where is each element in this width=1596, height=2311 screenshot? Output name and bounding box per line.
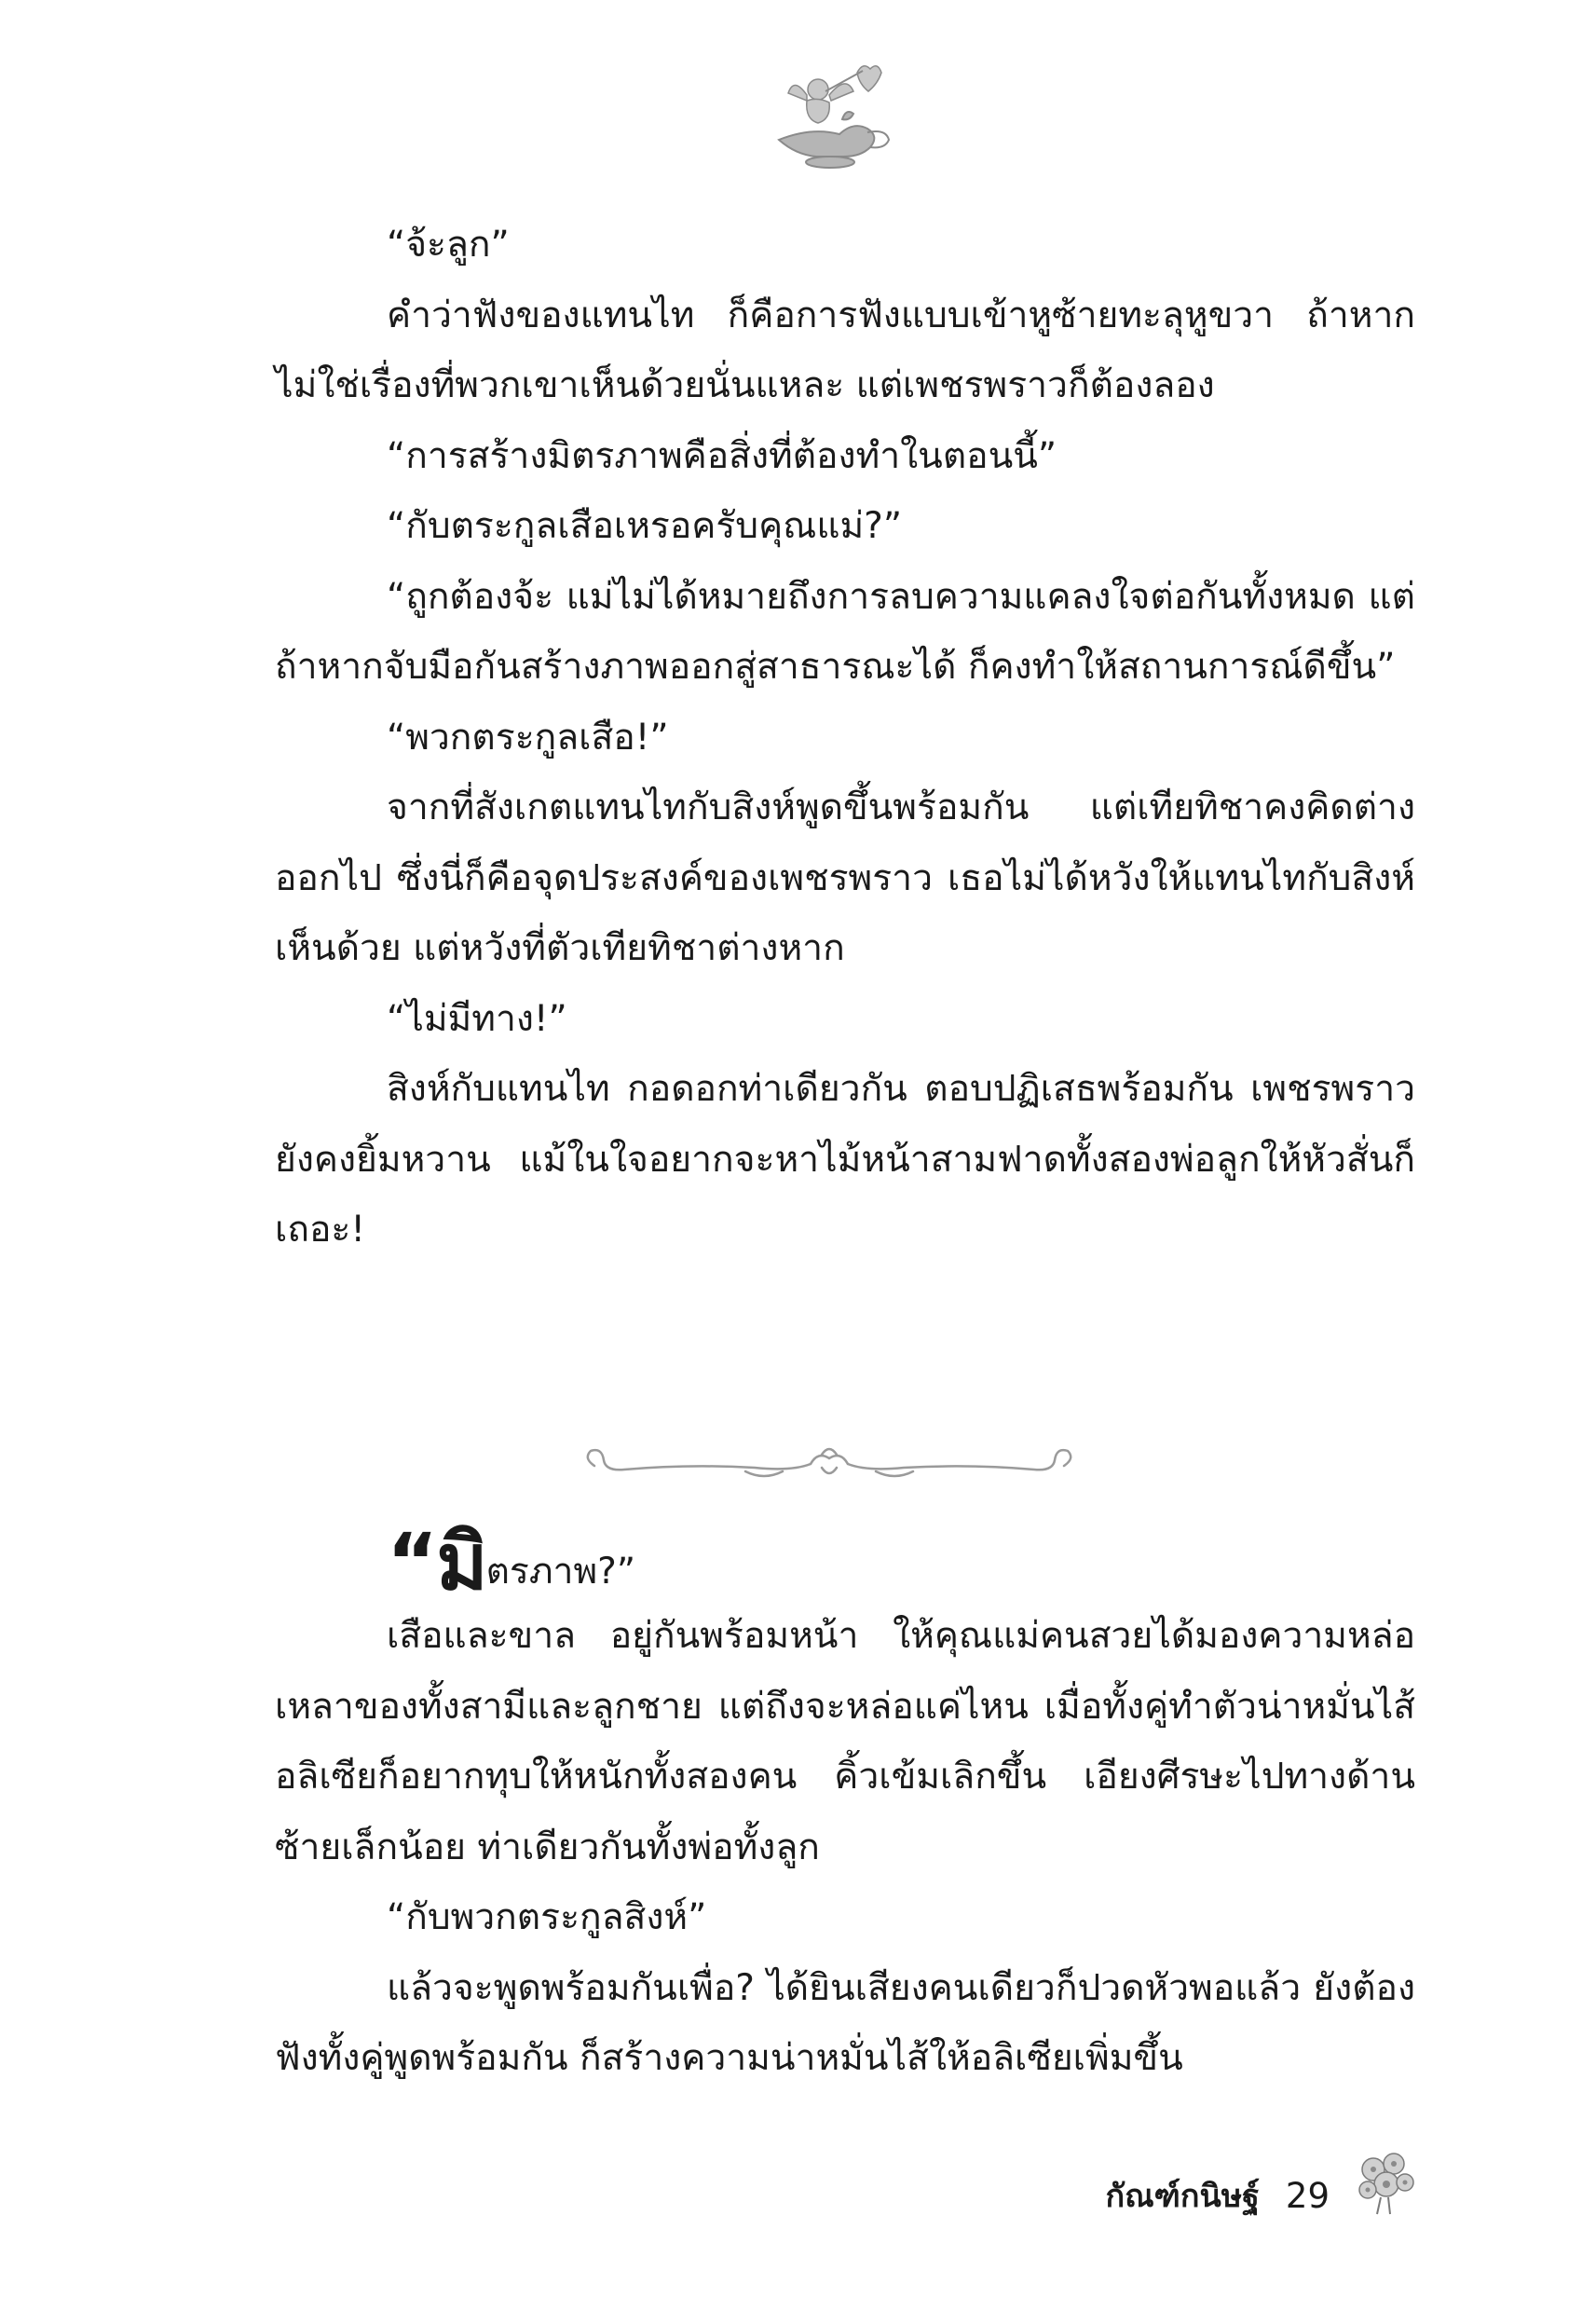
page-number: 29 <box>1285 2175 1330 2216</box>
paragraph: “พวกตระกูลเสือ!” <box>387 716 669 759</box>
genie-lamp-icon <box>760 54 900 175</box>
paragraph: “ไม่มีทาง!” <box>387 997 567 1040</box>
paragraph: “จ้ะลูก” <box>387 224 510 266</box>
section-two <box>275 1517 1415 2094</box>
paragraph: “กับพวกตระกูลสิงห์” <box>387 1896 707 1938</box>
body-text <box>275 210 1415 1265</box>
drop-cap: “มิ <box>387 1516 486 1607</box>
flower-bouquet-icon <box>1349 2143 1422 2216</box>
paragraph: สิงห์กับแทนไท กอดอกท่าเดียวกัน ตอบปฏิเสธพร้อมกัน เพชรพราวยังคงยิ้มหวาน แม้ในใจอยากจะหาไม้หน้าสามฟาดทั้งสองพ่อลูกให้หัวสั่นก็เถอะ! <box>275 1068 1415 1251</box>
section-opening-line <box>275 1516 1415 1607</box>
book-title: กัณฑ์กนิษฐ์ <box>1105 2178 1260 2215</box>
page-footer <box>1106 2167 1330 2223</box>
flourish-divider-icon <box>578 1430 1081 1496</box>
paragraph: คำว่าฟังของแทนไท ก็คือการฟังแบบเข้าหูซ้ายทะลุหูขวา ถ้าหากไม่ใช่เรื่องที่พวกเขาเห็นด้วยนั่นแหละ แต่เพชรพราวก็ต้องลอง <box>275 294 1415 406</box>
paragraph: “การสร้างมิตรภาพคือสิ่งที่ต้องทำในตอนนี้” <box>387 434 1057 477</box>
paragraph: “ถูกต้องจ้ะ แม่ไม่ได้หมายถึงการลบความแคลงใจต่อกันทั้งหมด แต่ถ้าหากจับมือกันสร้างภาพออกสู่สาธารณะได้ ก็คงทำให้สถานการณ์ดีขึ้น” <box>275 575 1415 688</box>
paragraph: แล้วจะพูดพร้อมกันเพื่อ? ได้ยินเสียงคนเดียวก็ปวดหัวพอแล้ว ยังต้องฟังทั้งคู่พูดพร้อมกัน ก็สร้างความน่าหมั่นไส้ให้อลิเซียเพิ่มขึ้น <box>275 1966 1415 2079</box>
paragraph: “กับตระกูลเสือเหรอครับคุณแม่?” <box>387 505 903 547</box>
drop-cap-rest: ตรภาพ?” <box>485 1551 636 1593</box>
paragraph: จากที่สังเกตแทนไทกับสิงห์พูดขึ้นพร้อมกัน แต่เทียทิชาคงคิดต่างออกไป ซึ่งนี่ก็คือจุดประสงค์ของเพชรพราว เธอไม่ได้หวังให้แทนไทกับสิงห์เห็นด้วย แต่หวังที่ตัวเทียทิชาต่างหาก <box>275 786 1415 969</box>
paragraph: เสือและขาล อยู่กันพร้อมหน้า ให้คุณแม่คนสวยได้มองความหล่อเหลาของทั้งสามีและลูกชาย แต่ถึงจะหล่อแค่ไหน เมื่อทั้งคู่ทำตัวน่าหมั่นไส้ อลิเซียก็อยากทุบให้หนักทั้งสองคน คิ้วเข้มเลิกขึ้น เอียงศีรษะไปทางด้านซ้ายเล็กน้อย ท่าเดียวกันทั้งพ่อทั้งลูก <box>275 1615 1415 1868</box>
